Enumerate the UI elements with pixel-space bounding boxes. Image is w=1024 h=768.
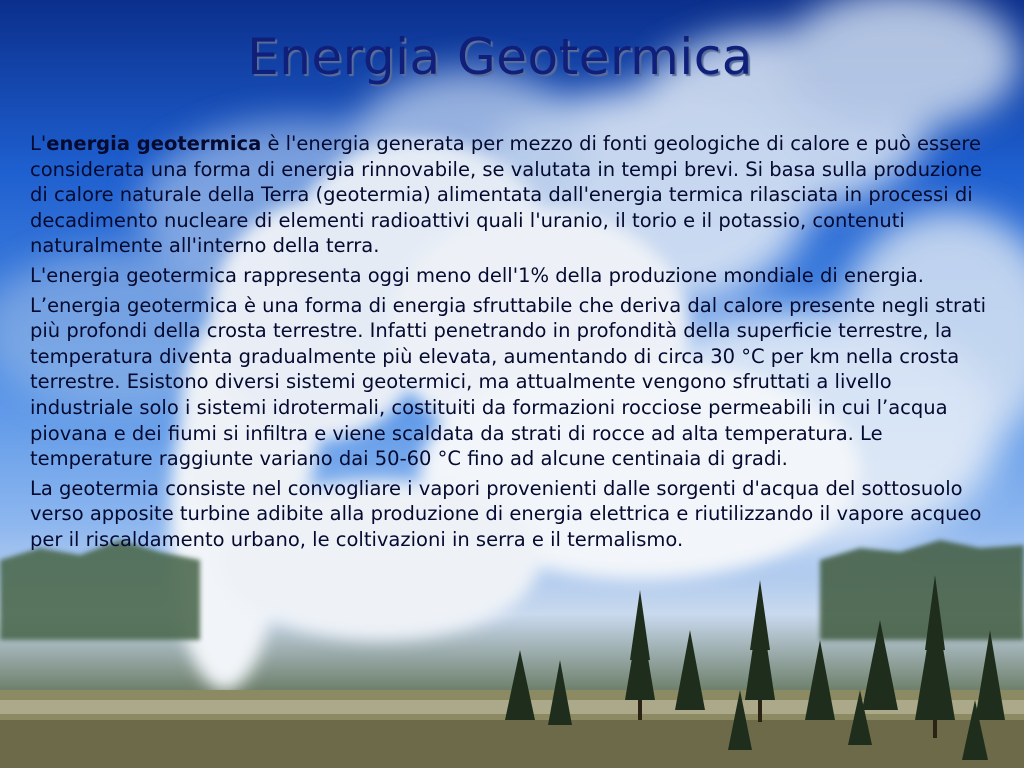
paragraph-description: L’energia geotermica è una forma di energia sfruttabile che deriva dal calore presente negli strati più profondi della crosta terrestre. Infatti penetrando in profondità della superficie terrestre, la temperatura diventa gradualmente più elevata, aumentando di circa 30 °C per km nella crosta terrestre. Esistono diversi sistemi geotermici, ma attualmente vengono sfruttati a livello industriale solo i sistemi idrotermali, costituiti da formazioni rocciose permeabili in cui l’acqua piovana e dei fiumi si infiltra e viene scaldata da strati di rocce ad alta temperatura. Le temperature raggiunte variano dai 50-60 °C fino ad alcune centinaia di gradi. <box>30 293 987 471</box>
paragraph-world-share: L'energia geotermica rappresenta oggi meno dell'1% della produzione mondiale di energia. <box>30 263 924 287</box>
paragraph-definition <box>30 131 990 259</box>
keyword-energia-geotermica: energia geotermica <box>46 132 262 155</box>
slide-title: Energia Geotermica <box>247 28 753 86</box>
paragraph-prefix: L' <box>30 132 47 155</box>
paragraph-geothermy: La geotermia consiste nel convogliare i vapori provenienti dalle sorgenti d'acqua del sottosuolo verso apposite turbine adibite alla produzione di energia elettrica e riutilizzando il vapore acqueo per il riscaldamento urbano, le coltivazioni in serra e il termalismo. <box>30 476 982 551</box>
paragraph-definition-text: è l'energia generata per mezzo di fonti geologiche di calore e può essere considerata una forma di energia rinnovabile, se valutata in tempi brevi. Si basa sulla produzione di calore naturale della Terra (geotermia) alimentata dall'energia termica rilasciata in processi di decadimento nucleare di elementi radioattivi quali l'uranio, il torio e il potassio, contenuti naturalmente all'interno della terra. <box>30 132 982 258</box>
slide-body <box>30 131 990 557</box>
